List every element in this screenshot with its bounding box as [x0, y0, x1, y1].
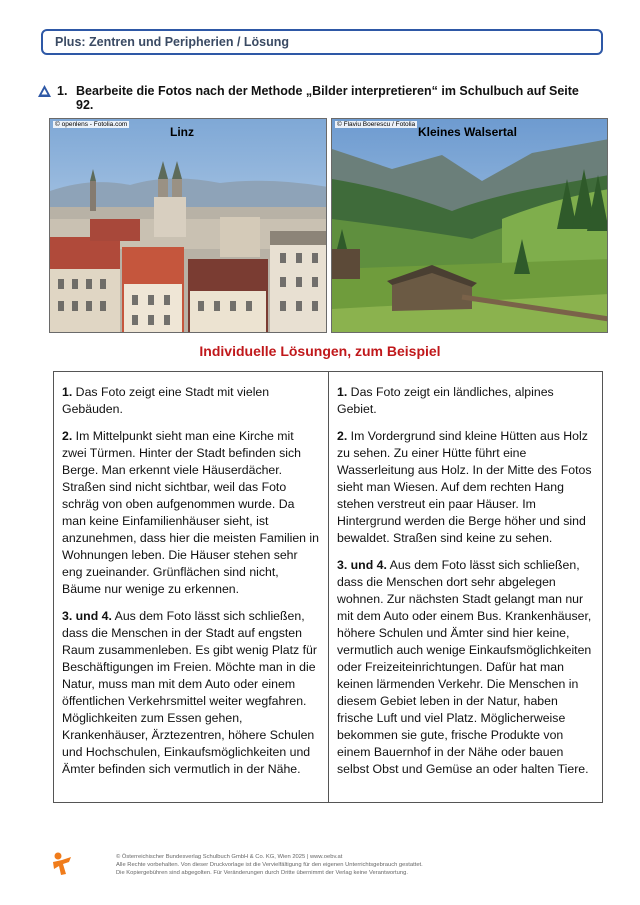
- header-box: [41, 29, 603, 55]
- alpine-valley-illustration: [332, 119, 608, 333]
- photo-linz: [49, 118, 327, 333]
- copyright-footer: [116, 853, 556, 877]
- answer-paragraph: 1. Das Foto zeigt eine Stadt mit vielen Gebäuden.: [62, 385, 270, 416]
- footer-line: © Österreichischer Bundesverlag Schulbuch GmbH & Co. KG, Wien 2025 | www.oebv.at: [116, 854, 343, 860]
- answer-column-walsertal: [328, 372, 602, 802]
- task-number: 1.: [57, 84, 68, 98]
- photo-label: Kleines Walsertal: [418, 125, 517, 139]
- linz-city-illustration: [50, 119, 327, 333]
- solutions-heading: Individuelle Lösungen, zum Beispiel: [199, 343, 441, 359]
- footer-line: Alle Rechte vorbehalten. Von dieser Druckvorlage ist die Vervielfältigung für den eigenen Unterrichtsgebrauch gestattet.: [116, 862, 423, 868]
- answer-paragraph: 2. Im Mittelpunkt sieht man eine Kirche mit zwei Türmen. Hinter der Stadt befinden sich Berge. Man erkennt viele Häuserdächer. Straßen sind nicht sichtbar, weil das Foto schräg von oben aufgenommen wurde. Da man keine Einfamilienhäuser sieht, ist anzunehmen, dass hier die meisten Familien in Wohnungen leben. Die Häuser stehen sehr eng zueinander. Grünflächen sind nicht, Bäume nur wenige zu erkennen.: [62, 429, 320, 596]
- difficulty-triangle-icon: [38, 85, 51, 97]
- footer-line: Die Kopiergebühren sind abgegolten. Für Veränderungen durch Dritte übernimmt der Verlag keine Verantwortung.: [116, 870, 408, 876]
- photo-label: Linz: [170, 125, 194, 139]
- answer-paragraph: 1. Das Foto zeigt ein ländliches, alpines Gebiet.: [337, 385, 554, 416]
- answer-paragraph: 3. und 4. Aus dem Foto lässt sich schließen, dass die Menschen in der Stadt auf engsten Raum zusammenleben. Es gibt wenig Platz für Beschäftigungen im Freien. Möchte man in die Natur, muss man mit dem Auto oder einem öffentlichen Verkehrsmittel weiter wegfahren. Möglichkeiten zum Essen gehen, Krankenhäuser, Ärztezentren, höhere Schulen und Hochschulen, Einkaufsmöglichkeiten und Ämter befinden sich vermutlich in der Nähe.: [62, 609, 317, 776]
- answer-column-linz: [54, 372, 328, 802]
- photo-credit: © openlens - Fotolia.com: [55, 121, 128, 128]
- answer-table: [53, 371, 603, 803]
- page-title: Plus: Zentren und Peripherien / Lösung: [55, 35, 290, 49]
- task-text: Bearbeite die Fotos nach der Methode „Bilder interpretieren“ im Schulbuch auf Seite 92.: [76, 84, 579, 112]
- answer-paragraph: 3. und 4. Aus dem Foto lässt sich schließen, dass die Menschen dort sehr abgelegen wohnen. Zur nächsten Stadt gelangt man nur mit dem Auto oder einem Bus. Krankenhäuser, höhere Schulen und Ämter sind hier keine, vermutlich auch wenige Einkaufsmöglichkeiten oder Freizeiteinrichtungen. Dafür hat man keinen lärmenden Verkehr. Die Menschen in diesem Gebiet leben in der Natur, haben frische Luft und viel Platz. Möglicherweise bekommen sie gute, frische Produkte von einem Bauernhof in der Nähe oder bauen selbst Obst und Gemüse an oder halten Tiere.: [337, 558, 592, 776]
- answer-paragraph: 2. Im Vordergrund sind kleine Hütten aus Holz zu sehen. Zu einer Hütte führt eine Wasserleitung aus Holz. In der Mitte des Fotos sieht man Wiesen. Auf dem rechten Hang stehen verstreut ein paar Häuser. Im Hintergrund werden die Berge höher und sind bewaldet. Straßen sind keine zu sehen.: [337, 429, 592, 545]
- photo-kleines-walsertal: [331, 118, 608, 333]
- publisher-logo-icon: [49, 851, 75, 877]
- photo-credit: © Flaviu Boerescu / Fotolia: [337, 121, 416, 128]
